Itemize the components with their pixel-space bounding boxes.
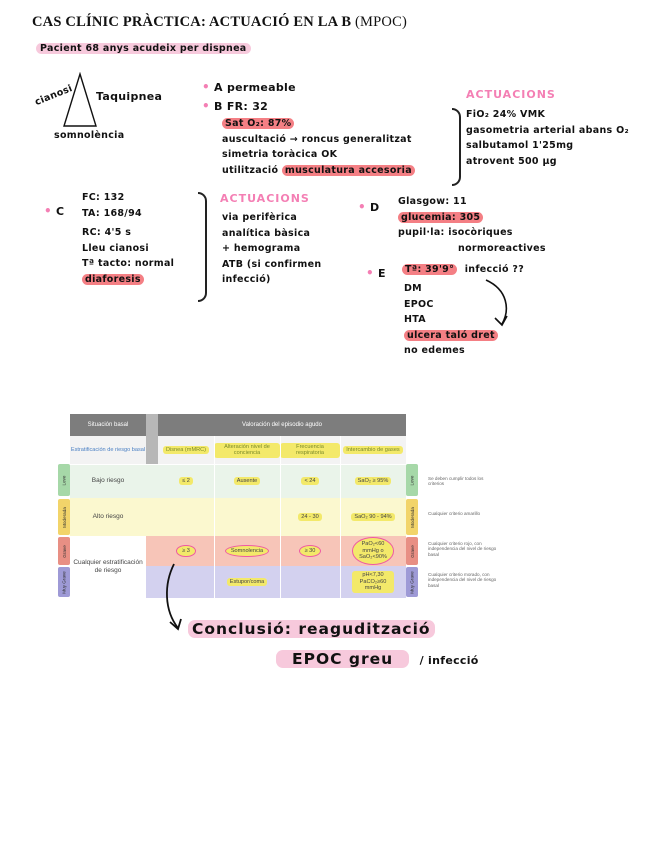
triangle-icon [62,72,98,128]
bullet-icon: • [202,99,210,113]
row1-label: Bajo riesgo [91,476,125,484]
triangle-right-label: Taquipnea [96,90,163,103]
merged-label: Cualquier estratificación de riesgo [73,559,143,574]
e-temp: Tª: 39'9° [402,264,457,275]
tab-leve-left: Leve [58,464,70,496]
section-b-letter: • B FR: 32 [202,99,269,113]
tab-grave-left: Grave [58,537,70,565]
bullet-icon: • [44,204,52,218]
title-main: CAS CLÍNIC PRÀCTICA: ACTUACIÓ EN LA B [32,14,352,30]
triangle-left-label: cianosi [33,82,75,109]
section-e-temp [402,264,524,275]
conclusion-label: Conclusió: reagudització [188,620,435,638]
section-c: FC: 132 TA: 168/94 RC: 4'5 s Lleu cianosi Tª tacto: normal diaforesis [82,192,175,285]
section-e-letter: • E [366,266,386,280]
brace-c [198,192,207,302]
page-title [32,14,407,31]
tab-grave-right: Grave [406,537,418,565]
actuacions-c-list: via perifèrica analítica bàsica + hemograma ATB (si confirmen infecció) [222,212,322,285]
section-d: Glasgow: 11 glucemia: 305 pupil·la: isocòriques normoreactives [398,196,546,254]
tab-moderada-left: Moderada [58,499,70,535]
bullet-icon: • [358,200,366,214]
section-c-letter: • C [44,204,65,218]
section-d-letter: • D [358,200,380,214]
section-b [222,116,415,178]
tab-leve-right: Leve [406,464,418,496]
e-ulcer: ulcera taló dret [404,330,498,341]
header-right: Valoración del episodio agudo [158,414,406,436]
title-suffix: (MPOC) [355,14,407,30]
actuacions-b-list: FiO₂ 24% VMK gasometria arterial abans O₂ salbutamol 1'25mg atrovent 500 µg [466,109,629,167]
col-conciencia: Alteración nivel de conciencia [214,443,280,458]
row2-label: Alto riesgo [92,512,124,520]
brace-b [452,108,461,186]
patient-line: Pacient 68 anys acudeix per dispnea [36,43,251,54]
curved-arrow-icon [160,560,190,634]
conclusion-extra: / infecció [419,654,479,667]
header-left: Situación basal [70,414,146,436]
e-infection: infecció ?? [464,264,525,275]
col-gases: Intercambio de gases [343,446,402,455]
severity-table: Situación basal Valoración del episodio agudo Estratificación de riesgo basal Disnea (mMRC) Alteración nivel de conciencia Frecuencia respiratoria Intercambio de gases Bajo riesgo ≤ 2 Ausente < 24 SaO₂ ≥ 95% Alto riesgo 24 - 30 SaO₂ 90 - 94% ≥ 3 Somnolencia ≥ 30 PaO₂<60 mmHg o SaO₂<90% Estupor/coma pH<7,30 PaCO₂≥60 mmHg Cualquier estratificación de riesgo Leve Moderada Grave Muy Grave Leve Moderada Grave Muy Grave [58,414,418,598]
tab-moderada-right: Moderada [406,499,418,535]
conclusion-diagnosis: EPOC greu / infecció [276,650,479,668]
b-fr: FR: 32 [226,100,269,113]
c-diaforesis: diaforesis [82,274,144,285]
note-moderada: Cualquier criterio amarillo [428,511,481,516]
col-disnea: Disnea (mMRC) [163,446,209,455]
bullet-icon: • [366,266,374,280]
note-leve: Se deben cumplir todos los criterios [428,476,484,487]
note-muygrave: Cualquier criterio morado, con independencia del nivel de riesgo basal [428,572,497,588]
triangle-bottom-label: somnolència [54,130,125,141]
note-grave: Cualquier criterio rojo, con independencia del nivel de riesgo basal [428,541,497,557]
b-util: utilització [222,164,279,176]
d-glucemia: glucemia: 305 [398,212,483,223]
tab-muygrave-left: Muy Grave [58,567,70,597]
actuacions-c-title: ACTUACIONS [220,192,310,205]
b-sim: simetria toràcica OK [222,149,338,160]
section-e-list: DM EPOC HTA ulcera taló dret no edemes [404,281,498,359]
col-fr: Frecuencia respiratoria [280,443,340,458]
bullet-icon: • [202,80,210,94]
b-accessory: musculatura accesoria [282,165,415,176]
section-a: • A permeable [202,80,296,94]
tab-muygrave-right: Muy Grave [406,567,418,597]
arrow-icon [480,276,520,330]
b-sat: Sat O₂: 87% [222,118,294,129]
sub-left: Estratificación de riesgo basal [70,446,146,453]
b-ausc: auscultació → roncus generalitzat [222,133,412,145]
actuacions-b-title: ACTUACIONS [466,88,556,101]
